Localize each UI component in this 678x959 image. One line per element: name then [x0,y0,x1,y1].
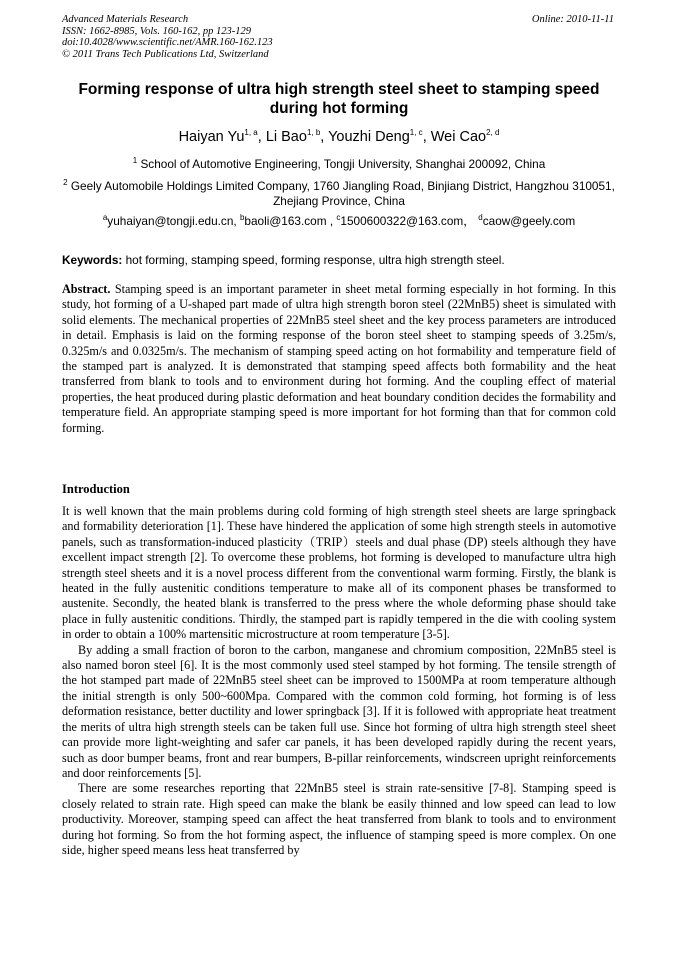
paragraph: It is well known that the main problems during cold forming of high strength steel sheets are large springback and formability deterioration [1]. These have hindered the application of some high strength steels in automotive panels, such as transformation-induced plasticity（TRIP）steels and dual phase (DP) steels although they have excellent impact strength [2]. To overcome these problems, hot forming is developed to manufacture ultra high strength steel sheets and it is a novel process different from the conventional warm forming. Firstly, the blank is heated in the fully austenitic conditions temperature to make all of its component phases be transformed to austenite. Secondly, the heated blank is transferred to the press where the whole deforming phase should take place in fully austenitic conditions. Thirdly, the stamped part is rapidly tempered in the die with cooling system in order to obtain a 100% martensitic microstructure at room temperature [3-5]. [62,504,616,642]
copyright-line: © 2011 Trans Tech Publications Ltd, Switzerland [62,48,269,60]
author-affiliation-mark: 1, a [244,128,258,138]
abstract-text: Stamping speed is an important parameter in sheet metal forming especially in hot forming. In this study, hot forming of a U-shaped part made of ultra high strength boron steel (22MnB5) sheet is simulated with solid elements. The mechanical properties of 22MnB5 steel sheet and the key process parameters are introduced in detail. Emphasis is laid on the forming response of the boron steel sheet to stamping speeds of 3.25m/s, 0.325m/s and 0.0325m/s. The mechanism of stamping speed acting on hot formability and temperature field of the stamped part is analyzed. It is demonstrated that stamping speed affects both formability and the heat transferred from blank to tools and to environment during hot forming. And the coupling effect of material properties, the heat produced during plastic deformation and heat boundary condition decides the formability and temperature field. An appropriate stamping speed is more important for hot forming than that for common cold forming. [62,282,616,435]
affiliation-text: Geely Automobile Holdings Limited Company, 1760 Jiangling Road, Binjiang District, Hangzhou 310051, Zhejiang Province, China [70,179,615,208]
email-address: caow@geely.com [482,214,576,228]
author-name: Youzhi Deng [328,129,410,145]
paragraph: There are some researches reporting that 22MnB5 steel is strain rate-sensitive [7-8]. Stamping speed is closely related to strain rate. High speed can make the blank be easily thinned and low speed can lead to low productivity. Moreover, stamping speed can affect the heat transferred from blank to tools and to environment during hot forming. So from the hot forming aspect, the influence of stamping speed is more complex. On one side, higher speed means less heat transferred by [62,781,616,857]
email-mark: a [102,213,108,223]
author-emails [62,214,616,229]
affiliation-number: 1 [132,156,138,166]
journal-name: Advanced Materials Research [62,14,189,25]
section-heading-introduction: Introduction [62,482,130,496]
affiliation-text: School of Automotive Engineering, Tongji University, Shanghai 200092, China [140,157,546,171]
journal-header [62,14,273,60]
author-affiliation-mark: 2, d [486,128,500,138]
issn-line: ISSN: 1662-8985, Vols. 160-162, pp 123-129 [62,25,251,37]
keywords [62,253,616,268]
online-date: Online: 2010-11-11 [531,14,614,25]
paragraph: By adding a small fraction of boron to the carbon, manganese and chromium composition, 22MnB5 steel is also named boron steel [6]. It is the most commonly used steel stamped by hot forming. The tensile strength of the hot stamped part made of 22MnB5 steel sheet can be improved to 1500MPa at room temperature although the initial strength is only 500~600Mpa. Compared with the common cold forming, hot forming is of less deformation resistance, better ductility and lower springback [3]. If it is followed with appropriate heat treatment the merits of ultra high strength steels can be taken full use. Since hot forming of ultra high strength steel sheet can provide more light-weighting and safer car panels, it has been developed rapidly during the recent years, such as door bumper beams, front and rear bumpers, B-pillar reinforcements, windscreen upright reinforcements and door reinforcements [5]. [62,642,616,780]
introduction-body [62,504,616,858]
email-mark: c [336,213,341,223]
keywords-label: Keywords: [62,253,123,267]
doi-line: doi:10.4028/www.scientific.net/AMR.160-162.123 [62,37,273,48]
abstract-label: Abstract. [62,282,111,296]
author-name: Li Bao [265,129,307,145]
affiliation-number: 2 [63,178,68,188]
email-mark: b [239,213,245,223]
abstract [62,282,616,436]
author-affiliation-mark: 1, b [306,128,321,138]
email-mark: d [478,213,483,223]
author-list: Haiyan Yu$^{1, a}$, Li Bao$^{1, b}$, Youzhi Deng$^{1, c}$, Wei Cao$^{2, d}$ [178,128,500,145]
affiliation-2 [62,179,616,209]
keywords-text: hot forming, stamping speed, forming response, ultra high strength steel. [122,253,505,267]
email-address: 1500600322@163.com， [340,214,479,228]
email-address: yuhaiyan@tongji.edu.cn, [107,214,240,228]
email-address: baoli@163.com , [244,214,337,228]
affiliation-1 [62,157,616,172]
paper-title: Forming response of ultra high strength steel sheet to stamping speed during hot forming [78,81,600,117]
author-name: Haiyan Yu [178,129,245,145]
author-name: Wei Cao [430,129,487,145]
author-affiliation-mark: 1, c [409,128,423,138]
